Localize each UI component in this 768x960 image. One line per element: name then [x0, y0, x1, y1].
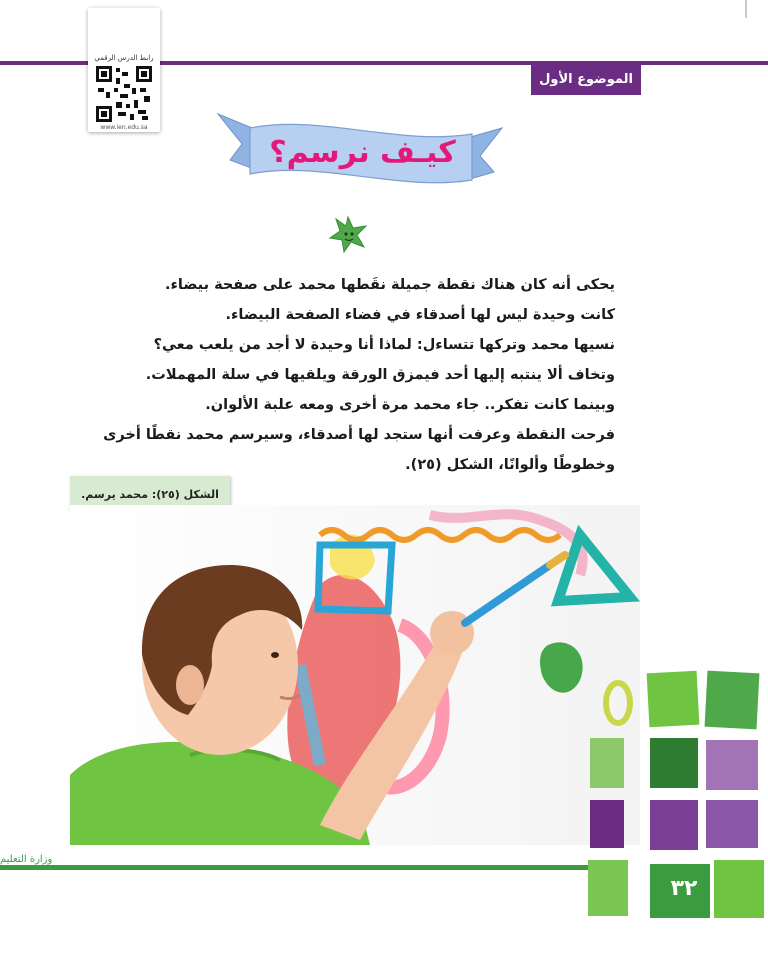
- story-line: كانت وحيدة ليس لها أصدقاء في فضاء الصفحة البيضاء.: [225, 307, 615, 323]
- qr-code-icon[interactable]: [96, 66, 152, 122]
- boy-painting-photo: [70, 505, 640, 845]
- story-line: وبينما كانت تفكر.. جاء محمد مرة أخرى ومعه علبة الألوان.: [205, 397, 615, 413]
- story-text: [90, 270, 615, 480]
- story-line: فرحت النقطة وعرفت أنها ستجد لها أصدقاء، وسيرسم محمد نقطًا أخرى: [103, 427, 615, 443]
- story-line: وتخاف ألا ينتبه إليها أحد فيمزق الورقة ويلقيها في سلة المهملات.: [145, 367, 615, 383]
- topic-badge: الموضوع الأول: [531, 63, 641, 95]
- story-line: يحكى أنه كان هناك نقطة جميلة نقَطها محمد على صفحة بيضاء.: [165, 277, 615, 293]
- green-star-icon: [326, 214, 370, 254]
- page-number: ٣٢: [670, 876, 698, 901]
- story-line: وخطوطًا وألوانًا، الشكل (٢٥).: [405, 457, 615, 473]
- figure-caption: الشكل (٢٥): محمد يرسم.: [70, 476, 230, 512]
- story-line: نسيها محمد وتركها تتساءل: لماذا أنا وحيدة لا أجد من يلعب معي؟: [153, 337, 615, 353]
- ministry-logo: وزارة التعليم: [0, 854, 53, 865]
- lesson-title: كيـف نرسم؟: [269, 135, 456, 170]
- top-crop-mark: [745, 0, 747, 18]
- qr-url: www.ien.edu.sa: [100, 124, 148, 131]
- qr-title: رابط الدرس الرقمي: [94, 54, 154, 62]
- qr-card[interactable]: [88, 8, 160, 132]
